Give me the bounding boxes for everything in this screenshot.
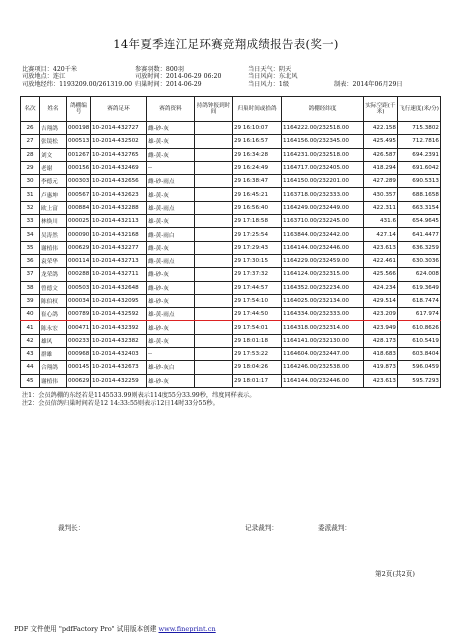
cell-loft-id: 000145 <box>67 361 91 374</box>
table-row <box>21 281 441 294</box>
cell-clock-time <box>195 215 233 228</box>
cell-arrival: 29 16:24:49 <box>233 161 282 174</box>
col-speed: 飞行速度(米/分) <box>398 97 441 122</box>
cell-bird-info: 雌-黄-灰 <box>147 148 195 161</box>
footer-text: PDF 文件使用 "pdfFactory Pro" 试用版本创建 <box>14 625 157 633</box>
cell-loft-id: 000884 <box>67 201 91 214</box>
cell-distance: 430.357 <box>364 188 398 201</box>
cell-speed: 610.8626 <box>398 321 441 334</box>
cell-loft-id: 000288 <box>67 268 91 281</box>
cell-ring: 10-2014-432711 <box>91 268 147 281</box>
note-2: 注2：会员信鸽归巢时间若是12 14:33:55则表示12日14时33分55秒。 <box>22 399 219 407</box>
cell-name: 谢植伟 <box>40 374 67 387</box>
cell-coords: 1164144.00/232446.00 <box>282 241 364 254</box>
cell-coords: 1164318.00/232314.00 <box>282 321 364 334</box>
cell-rank: 33 <box>21 215 40 228</box>
cell-distance: 429.514 <box>364 294 398 307</box>
cell-rank: 44 <box>21 361 40 374</box>
cell-arrival: 29 17:44:57 <box>233 281 282 294</box>
table-row <box>21 122 441 135</box>
cell-rank: 40 <box>21 308 40 321</box>
cell-loft-id: 000025 <box>67 215 91 228</box>
cell-clock-time <box>195 361 233 374</box>
cell-distance: 427.289 <box>364 175 398 188</box>
table-row <box>21 374 441 387</box>
cell-arrival: 29 17:44:50 <box>233 308 282 321</box>
cell-coords: 1164141.00/232130.00 <box>282 334 364 347</box>
cell-arrival: 29 16:10:07 <box>233 122 282 135</box>
cell-coords: 1164352.00/232234.00 <box>282 281 364 294</box>
report-title: 14年夏季连江足环赛竞翔成绩报告表(奖一) <box>113 37 339 51</box>
cell-clock-time <box>195 135 233 148</box>
table-row <box>21 135 441 148</box>
cell-speed: 691.6042 <box>398 161 441 174</box>
cell-rank: 30 <box>21 175 40 188</box>
cell-coords: 1164246.00/232538.00 <box>282 361 364 374</box>
cell-ring: 10-2014-432095 <box>91 294 147 307</box>
col-name: 姓名 <box>40 97 67 122</box>
pdf-footer <box>14 623 216 633</box>
cell-clock-time <box>195 148 233 161</box>
cell-bird-info: -- <box>147 348 195 361</box>
cell-distance: 422.461 <box>364 254 398 267</box>
cell-ring: 10-2014-432403 <box>91 348 147 361</box>
cell-bird-info: 雌-砂-灰 <box>147 122 195 135</box>
cell-speed: 603.8404 <box>398 348 441 361</box>
cell-arrival: 29 17:18:58 <box>233 215 282 228</box>
cell-ring: 10-2014-432713 <box>91 254 147 267</box>
col-loft-id: 鸽棚编号 <box>67 97 91 122</box>
cell-clock-time <box>195 374 233 387</box>
cell-rank: 43 <box>21 348 40 361</box>
cell-name: 林焕川 <box>40 215 67 228</box>
cell-clock-time <box>195 188 233 201</box>
header-row <box>21 97 441 122</box>
cell-ring: 10-2014-432648 <box>91 281 147 294</box>
cell-loft-id: 000567 <box>67 188 91 201</box>
cell-speed: 654.9645 <box>398 215 441 228</box>
cell-ring: 10-2014-432656 <box>91 175 147 188</box>
cell-speed: 663.3154 <box>398 201 441 214</box>
cell-distance: 423.209 <box>364 308 398 321</box>
cell-rank: 35 <box>21 241 40 254</box>
cell-loft-id: 000198 <box>67 122 91 135</box>
table-row <box>21 201 441 214</box>
cell-bird-info: 雌-黄-雨白 <box>147 228 195 241</box>
cell-coords: 1164334.00/232333.00 <box>282 308 364 321</box>
cell-coords: 1164249.00/232449.00 <box>282 201 364 214</box>
cell-arrival: 29 18:04:26 <box>233 361 282 374</box>
cell-clock-time <box>195 348 233 361</box>
cell-rank: 27 <box>21 135 40 148</box>
cell-distance: 418.294 <box>364 161 398 174</box>
cell-arrival: 29 17:37:32 <box>233 268 282 281</box>
cell-name: 老谢 <box>40 161 67 174</box>
cell-rank: 41 <box>21 321 40 334</box>
table-row <box>21 188 441 201</box>
cell-bird-info: 雌-黄-灰 <box>147 241 195 254</box>
table-row <box>21 268 441 281</box>
committee-signature: 委派裁判： <box>318 524 351 532</box>
info-blank <box>334 73 442 80</box>
cell-coords: 1164222.00/232518.00 <box>282 122 364 135</box>
table-row <box>21 254 441 267</box>
cell-arrival: 29 17:54:10 <box>233 294 282 307</box>
cell-clock-time <box>195 201 233 214</box>
cell-loft-id: 000156 <box>67 161 91 174</box>
cell-loft-id: 000629 <box>67 241 91 254</box>
cell-coords: 1164124.00/232315.00 <box>282 268 364 281</box>
cell-ring: 10-2014-432623 <box>91 188 147 201</box>
cell-arrival: 29 16:56:40 <box>233 201 282 214</box>
cell-coords: 1164717.00/232405.00 <box>282 161 364 174</box>
cell-loft-id: 000114 <box>67 254 91 267</box>
cell-ring: 10-2014-432592 <box>91 308 147 321</box>
cell-distance: 425.566 <box>364 268 398 281</box>
cell-name: 张镜松 <box>40 135 67 148</box>
cell-speed: 641.4477 <box>398 228 441 241</box>
table-row <box>21 148 441 161</box>
cell-distance: 419.873 <box>364 361 398 374</box>
cell-loft-id: 000968 <box>67 348 91 361</box>
cell-coords: 1163710.00/232245.00 <box>282 215 364 228</box>
table-row <box>21 241 441 254</box>
cell-loft-id: 000233 <box>67 334 91 347</box>
cell-arrival: 29 16:38:47 <box>233 175 282 188</box>
cell-arrival: 29 16:16:57 <box>233 135 282 148</box>
cell-distance: 431.6 <box>364 215 398 228</box>
cell-coords: 1163718.00/232333.00 <box>282 188 364 201</box>
cell-name: 吉翔鸽 <box>40 122 67 135</box>
col-rank: 名次 <box>21 97 40 122</box>
cell-speed: 596.0459 <box>398 361 441 374</box>
release-coordinates: 司放地经纬：1193209.00/261319.00 <box>22 80 133 88</box>
cell-bird-info: 雄-砂-灰 <box>147 294 195 307</box>
info-blank <box>334 66 442 73</box>
cell-clock-time <box>195 281 233 294</box>
col-distance: 实际空距(千米) <box>364 97 398 122</box>
cell-bird-info: 雌-砂-雨点 <box>147 175 195 188</box>
cell-bird-info: 雄-砂-灰 <box>147 374 195 387</box>
cell-clock-time <box>195 175 233 188</box>
cell-name: 崔心鸽 <box>40 308 67 321</box>
table-row <box>21 308 441 321</box>
table-row <box>21 334 441 347</box>
cell-distance: 424.234 <box>364 281 398 294</box>
cell-clock-time <box>195 321 233 334</box>
cell-name: 陈伯权 <box>40 294 67 307</box>
cell-coords: 1164025.00/232134.00 <box>282 294 364 307</box>
cell-ring: 10-2014-432382 <box>91 334 147 347</box>
cell-name: 合翔鸽 <box>40 361 67 374</box>
cell-bird-info: -- <box>147 161 195 174</box>
cell-bird-info: 雄-黄-灰 <box>147 215 195 228</box>
cell-speed: 617.974 <box>398 308 441 321</box>
cell-loft-id: 000789 <box>67 308 91 321</box>
cell-bird-info: 雌-砂-灰 <box>147 281 195 294</box>
cell-loft-id: 000629 <box>67 374 91 387</box>
cell-distance: 428.173 <box>364 334 398 347</box>
info-row <box>22 66 442 73</box>
cell-coords: 1164150.00/232201.00 <box>282 175 364 188</box>
cell-name: 刘文 <box>40 148 67 161</box>
cell-loft-id: 000090 <box>67 228 91 241</box>
info-row <box>22 73 442 80</box>
cell-speed: 624.008 <box>398 268 441 281</box>
cell-bird-info: 雄-黄-雨点 <box>147 201 195 214</box>
cell-name: 陈永宏 <box>40 321 67 334</box>
cell-bird-info: 雄-黄-灰 <box>147 135 195 148</box>
cell-loft-id: 000471 <box>67 321 91 334</box>
cell-bird-info: 雄-黄-灰 <box>147 334 195 347</box>
col-clock-time: 持鸽钟报到时间 <box>195 97 233 122</box>
cell-clock-time <box>195 228 233 241</box>
cell-arrival: 29 17:30:15 <box>233 254 282 267</box>
cell-name: 雄风 <box>40 334 67 347</box>
footer-link[interactable]: www.fineprint.cn <box>158 625 216 633</box>
cell-clock-time <box>195 122 233 135</box>
cell-rank: 29 <box>21 161 40 174</box>
table-row <box>21 321 441 334</box>
cell-rank: 37 <box>21 268 40 281</box>
cell-speed: 712.7816 <box>398 135 441 148</box>
cell-clock-time <box>195 254 233 267</box>
referee-signature: 裁判长： <box>58 524 85 532</box>
cell-distance: 422.311 <box>364 201 398 214</box>
cell-ring: 10-2014-432502 <box>91 135 147 148</box>
cell-ring: 10-2014-432259 <box>91 374 147 387</box>
cell-name: 吴涛然 <box>40 228 67 241</box>
cell-coords: 1164231.00/232518.00 <box>282 148 364 161</box>
cell-ring: 10-2014-432765 <box>91 148 147 161</box>
cell-arrival: 29 16:34:28 <box>233 148 282 161</box>
cell-arrival: 29 17:53:22 <box>233 348 282 361</box>
cell-rank: 34 <box>21 228 40 241</box>
cell-name: 卢惠坤 <box>40 188 67 201</box>
table-row <box>21 348 441 361</box>
cell-loft-id: 000034 <box>67 294 91 307</box>
cell-distance: 422.158 <box>364 122 398 135</box>
col-ring: 赛鸽足环 <box>91 97 147 122</box>
cell-distance: 426.587 <box>364 148 398 161</box>
table-row <box>21 294 441 307</box>
race-distance: 比赛项目：420千米 <box>22 66 78 73</box>
cell-rank: 31 <box>21 188 40 201</box>
cell-coords: 1163844.00/232442.00 <box>282 228 364 241</box>
release-location: 司放地点：连江 <box>22 73 66 81</box>
cell-name: 袁荣华 <box>40 254 67 267</box>
cell-speed: 636.3259 <box>398 241 441 254</box>
cell-rank: 28 <box>21 148 40 161</box>
cell-bird-info: 雄-砂-灰白 <box>147 361 195 374</box>
cell-name: 谢植伟 <box>40 241 67 254</box>
cell-speed: 618.7474 <box>398 294 441 307</box>
cell-ring: 10-2014-432469 <box>91 161 147 174</box>
cell-loft-id: 000513 <box>67 135 91 148</box>
race-info <box>22 66 442 88</box>
cell-arrival: 29 17:25:54 <box>233 228 282 241</box>
cell-name: 群雄 <box>40 348 67 361</box>
cell-clock-time <box>195 268 233 281</box>
cell-speed: 690.5313 <box>398 175 441 188</box>
release-time: 司放时间：2014-06-29 06:20 <box>135 73 222 81</box>
cell-arrival: 29 16:45:21 <box>233 188 282 201</box>
cell-clock-time <box>195 241 233 254</box>
notes <box>22 392 442 407</box>
cell-rank: 26 <box>21 122 40 135</box>
cell-arrival: 29 18:01:17 <box>233 374 282 387</box>
cell-ring: 10-2014-432277 <box>91 241 147 254</box>
cell-rank: 45 <box>21 374 40 387</box>
cell-name: 曾德文 <box>40 281 67 294</box>
cell-ring: 10-2014-432113 <box>91 215 147 228</box>
cell-bird-info: 雌-砂-灰 <box>147 268 195 281</box>
cell-arrival: 29 17:29:43 <box>233 241 282 254</box>
results-table <box>20 96 441 388</box>
cell-bird-info: 雄-砂-灰 <box>147 321 195 334</box>
cell-distance: 423.613 <box>364 241 398 254</box>
cell-rank: 36 <box>21 254 40 267</box>
col-coords: 鸽棚经纬度 <box>282 97 364 122</box>
cell-distance: 425.495 <box>364 135 398 148</box>
cell-distance: 418.683 <box>364 348 398 361</box>
table-row <box>21 361 441 374</box>
cell-rank: 42 <box>21 334 40 347</box>
cell-loft-id: 000503 <box>67 281 91 294</box>
cell-loft-id: 000303 <box>67 175 91 188</box>
weather: 当日天气：阴天 <box>248 66 292 73</box>
table-row <box>21 161 441 174</box>
cell-name: 龙荣鸽 <box>40 268 67 281</box>
cell-bird-info: 雄-黄-雨点 <box>147 308 195 321</box>
cell-rank: 32 <box>21 201 40 214</box>
cell-bird-info: 雄-黄-灰 <box>147 188 195 201</box>
cell-clock-time <box>195 334 233 347</box>
cell-distance: 423.949 <box>364 321 398 334</box>
cell-coords: 1164144.00/232446.00 <box>282 374 364 387</box>
cell-speed: 715.3802 <box>398 122 441 135</box>
cell-clock-time <box>195 308 233 321</box>
return-date: 归巢时间：2014-06-29 <box>135 80 202 88</box>
table-row <box>21 228 441 241</box>
cell-name: 李德元 <box>40 175 67 188</box>
wind-force: 当日风力：1级 <box>248 80 290 88</box>
cell-speed: 694.2391 <box>398 148 441 161</box>
table-row <box>21 215 441 228</box>
cell-rank: 39 <box>21 294 40 307</box>
wind-direction: 当日风向：东北风 <box>248 73 298 81</box>
col-arrival: 归巢时间或拾鸽 <box>233 97 282 122</box>
cell-distance: 427.14 <box>364 228 398 241</box>
recorder-signature: 记录裁判： <box>245 524 278 532</box>
cell-clock-time <box>195 161 233 174</box>
cell-arrival: 29 18:01:18 <box>233 334 282 347</box>
cell-speed: 688.1658 <box>398 188 441 201</box>
cell-bird-info: 雌-黄-雨点 <box>147 254 195 267</box>
page-number: 第2页(共2页) <box>375 570 415 578</box>
cell-loft-id: 001267 <box>67 148 91 161</box>
info-row <box>22 81 442 88</box>
cell-ring: 10-2014-432673 <box>91 361 147 374</box>
cell-coords: 1164229.00/232459.00 <box>282 254 364 267</box>
entry-count: 参赛羽数：800羽 <box>135 66 184 73</box>
cell-ring: 10-2014-432392 <box>91 321 147 334</box>
cell-ring: 10-2014-432288 <box>91 201 147 214</box>
cell-speed: 619.3649 <box>398 281 441 294</box>
table-date: 制表：2014年06月29日 <box>334 80 403 88</box>
cell-coords: 1164604.00/232447.00 <box>282 348 364 361</box>
cell-coords: 1164156.00/232345.00 <box>282 135 364 148</box>
cell-ring: 10-2014-432727 <box>91 122 147 135</box>
cell-rank: 38 <box>21 281 40 294</box>
col-bird-info: 赛鸽资料 <box>147 97 195 122</box>
cell-speed: 630.3036 <box>398 254 441 267</box>
cell-arrival: 29 17:54:01 <box>233 321 282 334</box>
cell-speed: 595.7293 <box>398 374 441 387</box>
cell-speed: 610.5419 <box>398 334 441 347</box>
cell-clock-time <box>195 294 233 307</box>
cell-name: 欧上富 <box>40 201 67 214</box>
table-row <box>21 175 441 188</box>
note-1: 注1：会员鸽棚的东经若是1145533.99则表示114度55分33.99秒，纬度同样表示。 <box>22 392 256 399</box>
cell-ring: 10-2014-432168 <box>91 228 147 241</box>
cell-distance: 423.613 <box>364 374 398 387</box>
